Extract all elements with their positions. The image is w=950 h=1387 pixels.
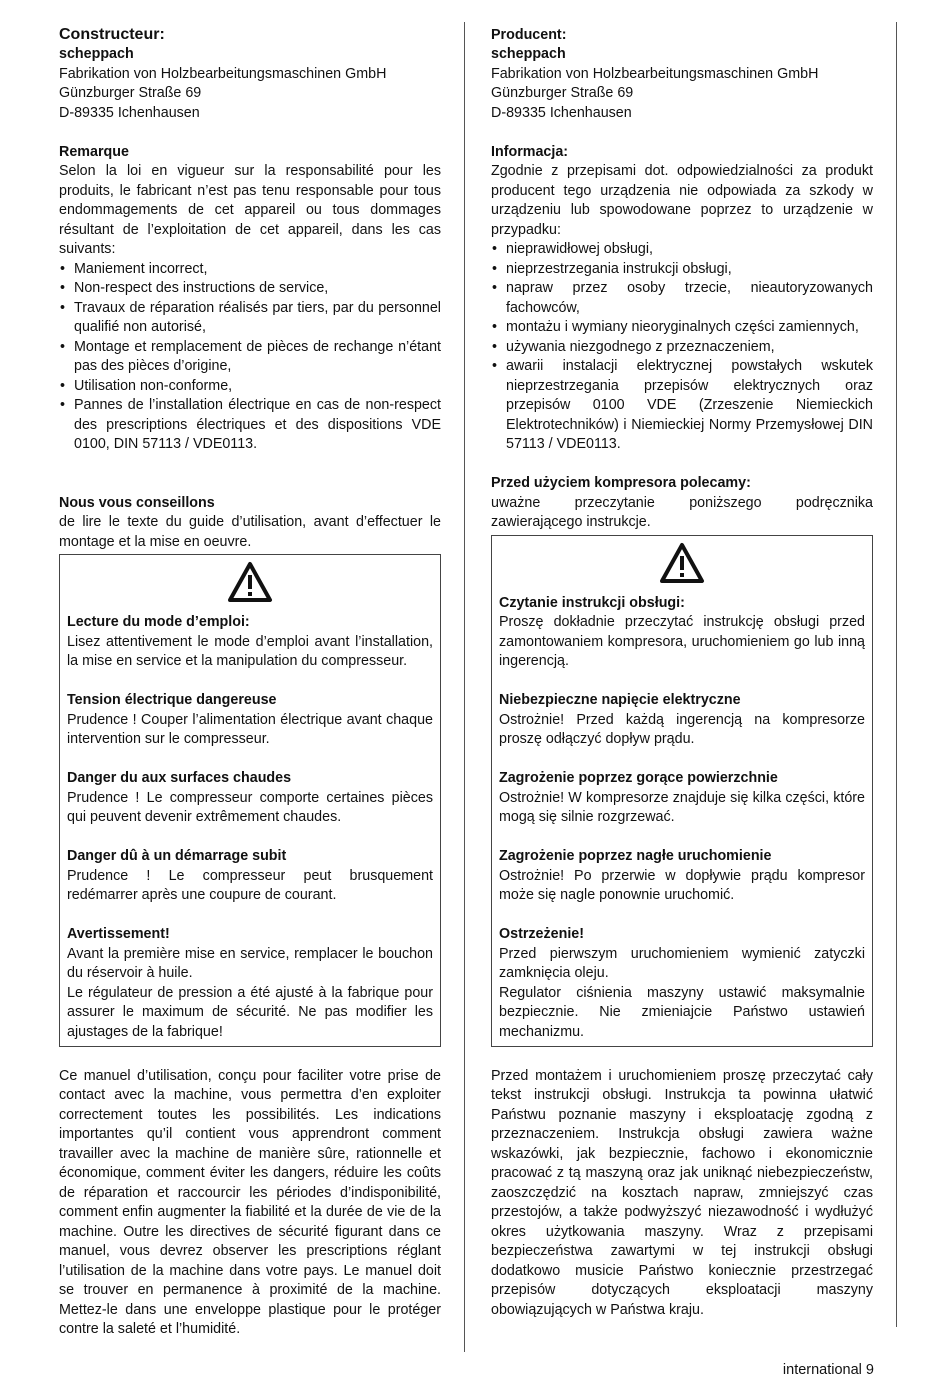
box-item-text: Ostrożnie! Po przerwie w dopływie prądu kompresor może się nagle ponownie uruchomić.: [499, 867, 865, 903]
box-item-title: Tension électrique dangereuse: [67, 692, 277, 708]
address-line: Fabrikation von Holzbearbeitungsmaschinen GmbH: [491, 65, 819, 82]
box-item-title: Danger dû à un démarrage subit: [67, 848, 287, 864]
manual-intro-text: Ce manuel d’utilisation, conçu pour faciliter votre prise de contact avec la machine, vous permettra d’en exploiter correctement toutes les possibilités. Les indications importantes qu’il contient vous apprendront comment travailler avec la machine de manière sûre, rationnelle et économique, comment éviter les dangers, réduire les coûts de réparation et raccourcir les périodes d’indisponibilité, comment enfin augmenter la fiabilité et la durée de vie de la machine. Outre les directives de sécurité figurant dans ce manuel, vous devrez observer les prescriptions réglant l’utilisation de la machine dans votre pays. Le manuel doit se trouver en permanence à proximité de la machine. Mettez-le dans une enveloppe plastique pour le protéger contre la saleté et l’humidité.: [59, 1067, 441, 1337]
column-divider-left: [464, 22, 465, 1352]
box-item-text: Lisez attentivement le mode d’emploi avant l’installation, la mise en service et la manipulation du compresseur.: [67, 633, 433, 669]
list-item: • nieprawidłowej obsługi,: [491, 240, 873, 260]
warning-triangle-icon: [499, 542, 865, 594]
box-item-title: Lecture du mode d’emploi:: [67, 614, 250, 630]
advice-text: uważne przeczytanie poniższego podręcznika zawierającego instrukcje.: [491, 494, 873, 530]
box-item-text: Le régulateur de pression a été ajusté à la fabrique pour assurer le maximum de sécurité. Ne pas modifier les ajustages de la fabrique!: [67, 984, 433, 1040]
list-item: • Travaux de réparation réalisés par tiers, par du personnel qualifié non autorisé,: [59, 299, 441, 338]
constructor-heading: Constructeur:: [59, 26, 165, 43]
list-item: • awarii instalacji elektrycznej powstałych wskutek nieprzestrzegania przepisów elektrycznych oraz przepisów 0100 VDE (Zrzeszenie Niemieckich Elektrotechników) i Niemieckiej Normy Przemysłowej DIN 57113 / VDE0113.: [491, 357, 873, 455]
box-item-text: Avant la première mise en service, remplacer le bouchon du réservoir à huile.: [67, 945, 433, 981]
box-item-text: Prudence ! Couper l’alimentation électrique avant chaque intervention sur le compresseur.: [67, 711, 433, 747]
box-item-title: Avertissement!: [67, 926, 170, 942]
list-item: • Utilisation non-conforme,: [59, 377, 441, 397]
column-divider-right: [896, 22, 897, 1327]
box-item-text: Proszę dokładnie przeczytać instrukcję obsługi przed zamontowaniem kompresora, uruchomieniem go lub inną ingerencją.: [499, 614, 865, 669]
remark-text: Selon la loi en vigueur sur la responsabilité pour les produits, le fabricant n’est pas tenu responsable pour tous endommagements de cet appareil ou tous dommages résultant de l’exploitation de cet appareil, dans les cas suivants:: [59, 163, 441, 257]
remark-list: [491, 240, 873, 455]
address-line: D-89335 Ichenhausen: [491, 104, 632, 121]
safety-warning-box: [59, 554, 441, 1047]
box-item-title: Niebezpieczne napięcie elektryczne: [499, 692, 741, 708]
address-line: D-89335 Ichenhausen: [59, 104, 200, 121]
remark-text: Zgodnie z przepisami dot. odpowiedzialności za produkt producent tego urządzenia nie odpowiada za szkody w urządzeniu lub spowodowane poprzez to urządzenie w przypadku:: [491, 163, 873, 238]
page-footer: international 9: [782, 1362, 874, 1378]
warning-triangle-icon: [67, 561, 433, 613]
advice-heading: Przed użyciem kompresora polecamy:: [491, 475, 751, 491]
box-item-title: Zagrożenie poprzez nagłe uruchomienie: [499, 848, 772, 864]
list-item: • nieprzestrzegania instrukcji obsługi,: [491, 260, 873, 280]
list-item: • Pannes de l’installation électrique en cas de non-respect des prescriptions électriques et des dispositions VDE 0100, DIN 57113 / VDE0113.: [59, 396, 441, 455]
constructor-heading: Producent:: [491, 27, 567, 43]
box-item-text: Regulator ciśnienia maszyny ustawić maksymalnie bezpiecznie. Nie zmieniajcie Państwo ustawień mechanizmu.: [499, 984, 865, 1040]
safety-warning-box: [491, 535, 873, 1048]
box-item-title: Danger du aux surfaces chaudes: [67, 770, 292, 786]
box-item-title: Ostrzeżenie!: [499, 926, 585, 942]
address-line: Günzburger Straße 69: [59, 85, 202, 101]
remark-heading: Remarque: [59, 143, 129, 160]
list-item: • używania niezgodnego z przeznaczeniem,: [491, 338, 873, 358]
company-name: scheppach: [491, 46, 566, 62]
box-item-text: Prudence ! Le compresseur peut brusquement redémarrer après une coupure de courant.: [67, 867, 433, 903]
list-item: • napraw przez osoby trzecie, nieautoryzowanych fachowców,: [491, 279, 873, 318]
box-item-title: Czytanie instrukcji obsługi:: [499, 594, 685, 611]
advice-heading: Nous vous conseillons: [59, 494, 215, 511]
box-item-text: Przed pierwszym uruchomieniem wymienić zatyczki zamknięcia oleju.: [499, 945, 865, 981]
remark-list: [59, 260, 441, 455]
list-item: • Non-respect des instructions de service,: [59, 279, 441, 299]
box-item-text: Prudence ! Le compresseur comporte certaines pièces qui peuvent devenir extrêmement chaudes.: [67, 789, 433, 825]
right-column: [491, 25, 873, 1320]
company-name: scheppach: [59, 46, 134, 62]
list-item: • Maniement incorrect,: [59, 260, 441, 280]
list-item: • Montage et remplacement de pièces de rechange n’étant pas des pièces d’origine,: [59, 338, 441, 377]
address-line: Günzburger Straße 69: [491, 85, 634, 101]
address-line: Fabrikation von Holzbearbeitungsmaschinen GmbH: [59, 65, 387, 82]
box-item-text: Ostrożnie! Przed każdą ingerencją na kompresorze proszę odłączyć dopływ prądu.: [499, 711, 865, 747]
left-column: [59, 25, 441, 1340]
box-item-text: Ostrożnie! W kompresorze znajduje się kilka części, które mogą się silnie rozgrzewać.: [499, 789, 865, 825]
advice-text: de lire le texte du guide d’utilisation, avant d’effectuer le montage et la mise en oeuvre.: [59, 514, 441, 550]
list-item: • montażu i wymiany nieoryginalnych części zamiennych,: [491, 318, 873, 338]
manual-intro-text: Przed montażem i uruchomieniem proszę przeczytać cały tekst instrukcji obsługi. Instrukcja ta powinna ułatwić Państwu poznanie maszyny i eksploatację zgodną z przeznaczeniem. Instrukcja obsługi zawiera ważne wskazówki, jak bezpiecznie, fachowo i ekonomicznie pracować z tą maszyną oraz jak uniknąć niebezpieczeństw, zaoszczędzić na kosztach napraw, zmniejszyć czas przestojów, a także podwyższyć niezawodność i wydłużyć okres użytkowania maszyny. Wraz z przepisami bezpieczeństwa zawartymi w tej instrukcji obsługi dodatkowo musicie Państwo koniecznie przestrzegać przepisów dotyczących eksploatacji maszyny obowiązujących w Państwa kraju.: [491, 1067, 873, 1318]
box-item-title: Zagrożenie poprzez gorące powierzchnie: [499, 770, 778, 786]
remark-heading: Informacja:: [491, 143, 569, 160]
